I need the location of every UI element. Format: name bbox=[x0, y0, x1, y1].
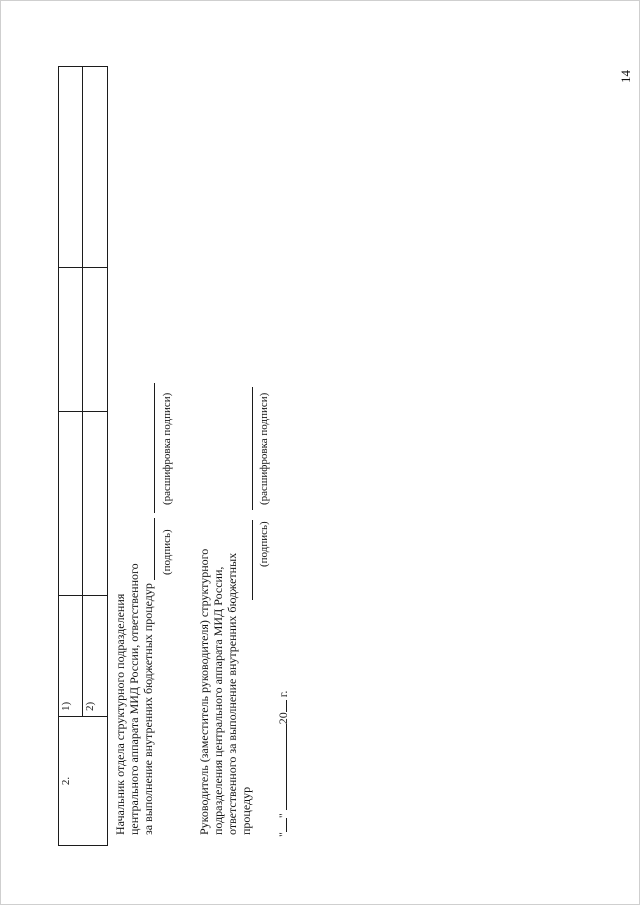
signature-decoding-caption: (расшифровка подписи) bbox=[258, 392, 270, 505]
signature-line bbox=[154, 518, 155, 580]
signature-block-1-title bbox=[113, 563, 155, 835]
page-number: 14 bbox=[618, 70, 633, 83]
sub-row-label-cell bbox=[59, 596, 83, 717]
date-close-quote: " bbox=[276, 813, 290, 819]
title-line: Начальник отдела структурного подразделения bbox=[113, 593, 127, 835]
table-cell bbox=[83, 268, 108, 412]
table-row bbox=[59, 67, 83, 846]
table-cell bbox=[59, 268, 83, 412]
year-blank bbox=[276, 700, 287, 712]
signature-block-2-title bbox=[197, 549, 253, 835]
title-line: ответственного за выполнение внутренних бюджетных bbox=[225, 552, 239, 835]
signature-line bbox=[252, 520, 253, 600]
date-open-quote: " bbox=[276, 832, 290, 837]
sub-row-label-cell bbox=[83, 596, 108, 717]
table-cell bbox=[83, 67, 108, 268]
signature-decoding-caption: (расшифровка подписи) bbox=[161, 392, 173, 505]
year-prefix: 20 bbox=[276, 712, 290, 725]
title-line: подразделения центрального аппарата МИД России, bbox=[211, 566, 225, 835]
signature-decoding-line bbox=[154, 383, 155, 513]
table-cell bbox=[59, 67, 83, 268]
sub-row-label: 2) bbox=[84, 701, 96, 711]
month-blank bbox=[276, 724, 287, 810]
row-number-cell bbox=[59, 717, 108, 846]
day-blank bbox=[276, 818, 287, 832]
table-cell bbox=[83, 412, 108, 596]
title-line: Руководитель (заместитель руководителя) структурного bbox=[197, 548, 211, 835]
table-cell bbox=[59, 412, 83, 596]
row-number: 2. bbox=[60, 776, 72, 786]
date-line bbox=[276, 691, 290, 837]
signature-caption: (подпись) bbox=[258, 521, 270, 567]
sub-row-label: 1) bbox=[60, 701, 72, 711]
title-line: процедур bbox=[239, 786, 253, 835]
signature-decoding-line bbox=[252, 387, 253, 510]
title-line: центрального аппарата МИД России, ответственного bbox=[127, 563, 141, 835]
year-suffix: г. bbox=[276, 690, 290, 698]
title-line: за выполнение внутренних бюджетных процедур bbox=[141, 583, 155, 835]
signature-caption: (подпись) bbox=[161, 529, 173, 575]
form-table bbox=[58, 66, 108, 846]
